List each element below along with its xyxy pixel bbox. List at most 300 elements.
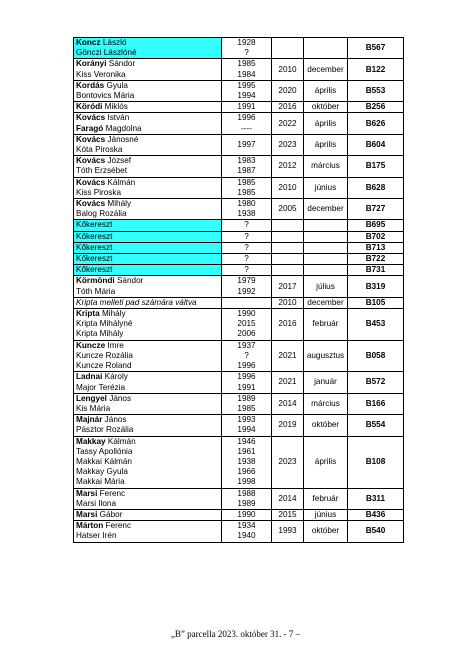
year-value: 1980	[237, 199, 256, 209]
year-value: 1938	[237, 209, 256, 219]
table-row	[74, 177, 404, 198]
redemption-month-cell	[304, 242, 348, 253]
given-name: Makkai Kálmán	[76, 456, 132, 466]
given-name: Bontovics Mária	[76, 91, 135, 101]
family-name: Kovács	[76, 199, 106, 209]
family-name: Kovács	[76, 134, 106, 144]
years-cell	[222, 265, 272, 276]
family-name: Ladnai	[76, 372, 103, 382]
grave-code-cell: B572	[348, 372, 404, 393]
names-cell	[74, 80, 222, 101]
year-value: ?	[244, 48, 249, 58]
given-name: Miklós	[104, 102, 128, 112]
table-row	[74, 521, 404, 542]
grave-code-cell: B702	[348, 231, 404, 242]
family-name: Lengyel	[76, 393, 107, 403]
given-name: Kóta Piroska	[76, 145, 123, 155]
grave-code-cell: B166	[348, 393, 404, 414]
given-name: Mihály	[101, 309, 126, 319]
family-name: Marsi	[76, 509, 98, 519]
given-name: Gönczi Lászlóné	[76, 48, 137, 58]
year-value: 1938	[237, 456, 256, 466]
names-cell	[74, 509, 222, 520]
table-row	[74, 309, 404, 341]
table-row	[74, 102, 404, 113]
person-name	[76, 457, 219, 467]
redemption-year-cell: 2012	[272, 156, 304, 177]
given-name: Károly	[104, 372, 128, 382]
table-row	[74, 113, 404, 134]
year-value: ?	[244, 220, 249, 230]
table-row	[74, 340, 404, 372]
redemption-year-cell: 2023	[272, 436, 304, 488]
person-name	[76, 341, 219, 351]
family-name: Körmöndi	[76, 276, 115, 286]
years-cell	[222, 415, 272, 436]
years-cell	[222, 113, 272, 134]
names-cell: Kripta melleti pad számára váltva	[74, 297, 222, 308]
redemption-month-cell: április	[304, 134, 348, 155]
table-row	[74, 156, 404, 177]
family-name: Kovács	[76, 113, 106, 123]
years-cell	[222, 488, 272, 509]
given-name: Marsi Ilona	[76, 498, 117, 508]
year-value: 1992	[237, 286, 256, 296]
redemption-year-cell: 2016	[272, 309, 304, 341]
person-name	[76, 477, 219, 487]
years-cell	[222, 177, 272, 198]
year-value: 1996	[237, 372, 256, 382]
years-cell	[222, 134, 272, 155]
person-name	[76, 404, 219, 414]
given-name: László	[102, 38, 127, 47]
year-value: 1990	[237, 309, 256, 319]
redemption-year-cell	[272, 231, 304, 242]
year-value: 1994	[237, 425, 256, 435]
names-cell	[74, 134, 222, 155]
person-name	[76, 59, 219, 69]
given-name: Kőkereszt	[76, 231, 113, 241]
redemption-month-cell	[304, 231, 348, 242]
person-name	[76, 319, 219, 329]
year-value: 1937	[237, 340, 256, 350]
table-row	[74, 297, 404, 308]
person-name	[76, 521, 219, 531]
years-cell	[222, 102, 272, 113]
year-value: 1961	[237, 446, 256, 456]
redemption-year-cell: 2010	[272, 177, 304, 198]
redemption-month-cell: október	[304, 521, 348, 542]
redemption-month-cell: október	[304, 102, 348, 113]
given-name: István	[107, 113, 130, 123]
given-name: Mihály	[107, 199, 132, 209]
given-name: János	[104, 415, 127, 425]
year-value: ?	[244, 350, 249, 360]
person-name	[76, 351, 219, 361]
redemption-year-cell: 2022	[272, 113, 304, 134]
year-value: 1991	[237, 382, 256, 392]
redemption-year-cell: 2023	[272, 134, 304, 155]
years-cell	[222, 231, 272, 242]
year-value: 1928	[237, 38, 256, 47]
grave-code-cell: B713	[348, 242, 404, 253]
person-name	[76, 38, 219, 48]
table-row	[74, 415, 404, 436]
family-name: Kovács	[76, 156, 106, 166]
table-row	[74, 80, 404, 101]
years-cell	[222, 393, 272, 414]
person-name	[76, 447, 219, 457]
year-value: 1985	[237, 59, 256, 69]
year-value: 1996	[237, 361, 256, 371]
year-value: 1946	[237, 436, 256, 446]
grave-code-cell: B695	[348, 220, 404, 231]
person-name	[76, 48, 219, 58]
year-value: 1979	[237, 276, 256, 286]
person-name	[76, 489, 219, 499]
given-name: Kőkereszt	[76, 220, 113, 230]
redemption-month-cell: április	[304, 113, 348, 134]
person-name	[76, 265, 219, 275]
names-cell	[74, 488, 222, 509]
given-name: Kuncze Roland	[76, 361, 132, 371]
year-value: 1987	[237, 166, 256, 176]
redemption-month-cell: október	[304, 415, 348, 436]
page-footer: „B” parcella 2023. október 31. - 7 –	[170, 629, 301, 639]
redemption-month-cell: április	[304, 436, 348, 488]
table-row	[74, 231, 404, 242]
year-value: ?	[244, 242, 249, 252]
years-cell	[222, 199, 272, 220]
person-name	[76, 178, 219, 188]
person-name	[76, 372, 219, 382]
given-name: Tóth Mária	[76, 286, 116, 296]
grave-code-cell: B319	[348, 276, 404, 297]
redemption-month-cell: december	[304, 199, 348, 220]
person-name	[76, 166, 219, 176]
person-name	[76, 232, 219, 242]
family-name: Faragó	[76, 123, 104, 133]
redemption-year-cell	[272, 38, 304, 59]
grave-code-cell: B540	[348, 521, 404, 542]
person-name	[76, 156, 219, 166]
given-name: Kőkereszt	[76, 242, 113, 252]
person-name	[76, 102, 219, 112]
given-name: Kripta Mihály	[76, 329, 124, 339]
table-row	[74, 276, 404, 297]
year-value: 1989	[237, 498, 256, 508]
given-name: Sándor	[116, 276, 144, 286]
table-row	[74, 265, 404, 276]
redemption-month-cell: július	[304, 276, 348, 297]
year-value: 1995	[237, 80, 256, 90]
year-value: 1991	[237, 102, 256, 112]
redemption-month-cell: június	[304, 509, 348, 520]
grave-code-cell: B628	[348, 177, 404, 198]
given-name: Kiss Piroska	[76, 187, 122, 197]
person-name	[76, 145, 219, 155]
grave-code-cell: B058	[348, 340, 404, 372]
names-cell	[74, 276, 222, 297]
year-value: ?	[244, 231, 249, 241]
names-cell	[74, 38, 222, 59]
given-name: Kuncze Rozália	[76, 350, 133, 360]
table-row	[74, 254, 404, 265]
redemption-month-cell: március	[304, 156, 348, 177]
redemption-year-cell	[272, 254, 304, 265]
grave-code-cell: B311	[348, 488, 404, 509]
redemption-year-cell: 2005	[272, 199, 304, 220]
table-row	[74, 134, 404, 155]
redemption-year-cell	[272, 242, 304, 253]
given-name: Hatser Irén	[76, 531, 117, 541]
names-cell	[74, 242, 222, 253]
redemption-month-cell: június	[304, 177, 348, 198]
year-value: 1996	[237, 113, 256, 123]
redemption-year-cell	[272, 220, 304, 231]
given-name: Ferenc	[99, 488, 126, 498]
names-cell	[74, 372, 222, 393]
years-cell	[222, 276, 272, 297]
year-value: 1998	[237, 477, 256, 487]
family-name: Korányi	[76, 59, 107, 69]
redemption-month-cell: december	[304, 59, 348, 80]
grave-code-cell: B604	[348, 134, 404, 155]
year-value: 1934	[237, 521, 256, 531]
years-cell	[222, 59, 272, 80]
redemption-year-cell	[272, 265, 304, 276]
given-name: Kálmán	[107, 436, 136, 446]
year-value: 1940	[237, 531, 256, 541]
table-row	[74, 242, 404, 253]
given-name: Pásztor Rozália	[76, 425, 134, 435]
redemption-month-cell: január	[304, 372, 348, 393]
year-value: 1993	[237, 415, 256, 425]
redemption-year-cell: 2010	[272, 59, 304, 80]
person-name	[76, 113, 219, 123]
given-name: Kiss Veronika	[76, 69, 126, 79]
redemption-month-cell: február	[304, 309, 348, 341]
table-row	[74, 199, 404, 220]
grave-code-cell: B108	[348, 436, 404, 488]
family-name: Majnár	[76, 415, 103, 425]
given-name: Tóth Erzsébet	[76, 166, 127, 176]
given-name: Gyula	[106, 80, 128, 90]
years-cell	[222, 254, 272, 265]
year-value: ?	[244, 254, 249, 264]
years-cell	[222, 309, 272, 341]
person-name	[76, 188, 219, 198]
year-value: 1985	[237, 403, 256, 413]
grave-code-cell: B175	[348, 156, 404, 177]
redemption-month-cell	[304, 254, 348, 265]
person-name	[76, 415, 219, 425]
redemption-year-cell: 2020	[272, 80, 304, 101]
year-value: 1989	[237, 393, 256, 403]
family-name: Koncz	[76, 38, 101, 47]
grave-code-cell: B554	[348, 415, 404, 436]
given-name: Ferenc	[105, 521, 132, 531]
redemption-year-cell: 2021	[272, 340, 304, 372]
person-name	[76, 199, 219, 209]
table-row	[74, 393, 404, 414]
year-value: 1985	[237, 187, 256, 197]
person-name	[76, 425, 219, 435]
year-value: 1966	[237, 467, 256, 477]
redemption-month-cell	[304, 220, 348, 231]
person-name	[76, 329, 219, 339]
year-value: 1994	[237, 91, 256, 101]
years-cell	[222, 156, 272, 177]
names-cell	[74, 393, 222, 414]
person-name	[76, 309, 219, 319]
grave-code-cell: B553	[348, 80, 404, 101]
person-name	[76, 254, 219, 264]
person-name	[76, 70, 219, 80]
person-name	[76, 135, 219, 145]
given-name: Kőkereszt	[76, 254, 113, 264]
given-name: Makkai Mária	[76, 477, 125, 487]
family-name: Köródi	[76, 102, 103, 112]
redemption-month-cell: február	[304, 488, 348, 509]
year-value: 1990	[237, 509, 256, 519]
given-name: Major Terézia	[76, 382, 125, 392]
grave-code-cell: B122	[348, 59, 404, 80]
table-body	[74, 38, 404, 543]
grave-code-cell: B626	[348, 113, 404, 134]
person-name	[76, 220, 219, 230]
given-name: József	[107, 156, 132, 166]
year-value: 1997	[237, 139, 256, 149]
names-cell	[74, 309, 222, 341]
given-name: Sándor	[108, 59, 136, 69]
table-row	[74, 488, 404, 509]
names-cell	[74, 156, 222, 177]
names-cell	[74, 265, 222, 276]
names-cell	[74, 340, 222, 372]
person-name	[76, 361, 219, 371]
redemption-year-cell: 2021	[272, 372, 304, 393]
person-name	[76, 383, 219, 393]
person-name	[76, 124, 219, 134]
person-name	[76, 437, 219, 447]
grave-code-cell: B727	[348, 199, 404, 220]
redemption-year-cell: 2017	[272, 276, 304, 297]
grave-code-cell: B722	[348, 254, 404, 265]
names-cell	[74, 220, 222, 231]
years-cell	[222, 220, 272, 231]
given-name: Balog Rozália	[76, 209, 127, 219]
names-cell	[74, 102, 222, 113]
given-name: Kripta Mihályné	[76, 319, 133, 329]
years-cell	[222, 297, 272, 308]
family-name: Kovács	[76, 177, 106, 187]
years-cell	[222, 521, 272, 542]
given-name: Kis Mária	[76, 403, 111, 413]
person-name	[76, 531, 219, 541]
year-value: ----	[241, 123, 252, 133]
given-name: Imre	[107, 340, 124, 350]
redemption-year-cell: 2010	[272, 297, 304, 308]
redemption-year-cell: 2016	[272, 102, 304, 113]
years-cell	[222, 38, 272, 59]
burial-register-table	[73, 37, 404, 543]
person-name	[76, 81, 219, 91]
table-row	[74, 509, 404, 520]
family-name: Makkay	[76, 436, 106, 446]
table-row	[74, 220, 404, 231]
names-cell	[74, 59, 222, 80]
table-row	[74, 59, 404, 80]
years-cell	[222, 372, 272, 393]
person-name	[76, 287, 219, 297]
grave-code-cell: B453	[348, 309, 404, 341]
grave-code-cell: B256	[348, 102, 404, 113]
table-row	[74, 38, 404, 59]
redemption-year-cell: 2015	[272, 509, 304, 520]
names-cell	[74, 521, 222, 542]
person-name	[76, 467, 219, 477]
table-row	[74, 436, 404, 488]
person-name	[76, 91, 219, 101]
given-name: János	[109, 393, 132, 403]
given-name: Makkay Gyula	[76, 467, 128, 477]
redemption-month-cell: március	[304, 393, 348, 414]
person-name	[76, 394, 219, 404]
year-value: 1985	[237, 177, 256, 187]
years-cell	[222, 242, 272, 253]
grave-code-cell: B105	[348, 297, 404, 308]
grave-code-cell: B436	[348, 509, 404, 520]
year-value: 1988	[237, 488, 256, 498]
family-name: Márton	[76, 521, 104, 531]
person-name	[76, 510, 219, 520]
year-value: 1983	[237, 156, 256, 166]
years-cell	[222, 436, 272, 488]
redemption-month-cell: augusztus	[304, 340, 348, 372]
redemption-year-cell: 2014	[272, 393, 304, 414]
redemption-month-cell: április	[304, 80, 348, 101]
year-value: 1984	[237, 69, 256, 79]
names-cell	[74, 199, 222, 220]
redemption-year-cell: 1993	[272, 521, 304, 542]
family-name: Marsi	[76, 488, 98, 498]
person-name	[76, 499, 219, 509]
names-cell	[74, 254, 222, 265]
given-name: Kőkereszt	[76, 265, 113, 275]
table-row	[74, 372, 404, 393]
years-cell	[222, 509, 272, 520]
year-value: ?	[244, 265, 249, 275]
redemption-month-cell	[304, 38, 348, 59]
given-name: Gábor	[99, 509, 123, 519]
year-value: 2015	[237, 319, 256, 329]
given-name: Jánosné	[107, 134, 139, 144]
given-name: Magdolna	[105, 123, 142, 133]
redemption-year-cell: 2014	[272, 488, 304, 509]
redemption-year-cell: 2019	[272, 415, 304, 436]
given-name: Tassy Apollónia	[76, 446, 133, 456]
names-cell	[74, 436, 222, 488]
person-name	[76, 243, 219, 253]
person-name	[76, 276, 219, 286]
family-name: Kripta	[76, 309, 100, 319]
year-value: 2006	[237, 329, 256, 339]
names-cell	[74, 113, 222, 134]
names-cell	[74, 415, 222, 436]
grave-code-cell: B567	[348, 38, 404, 59]
family-name: Kordás	[76, 80, 105, 90]
